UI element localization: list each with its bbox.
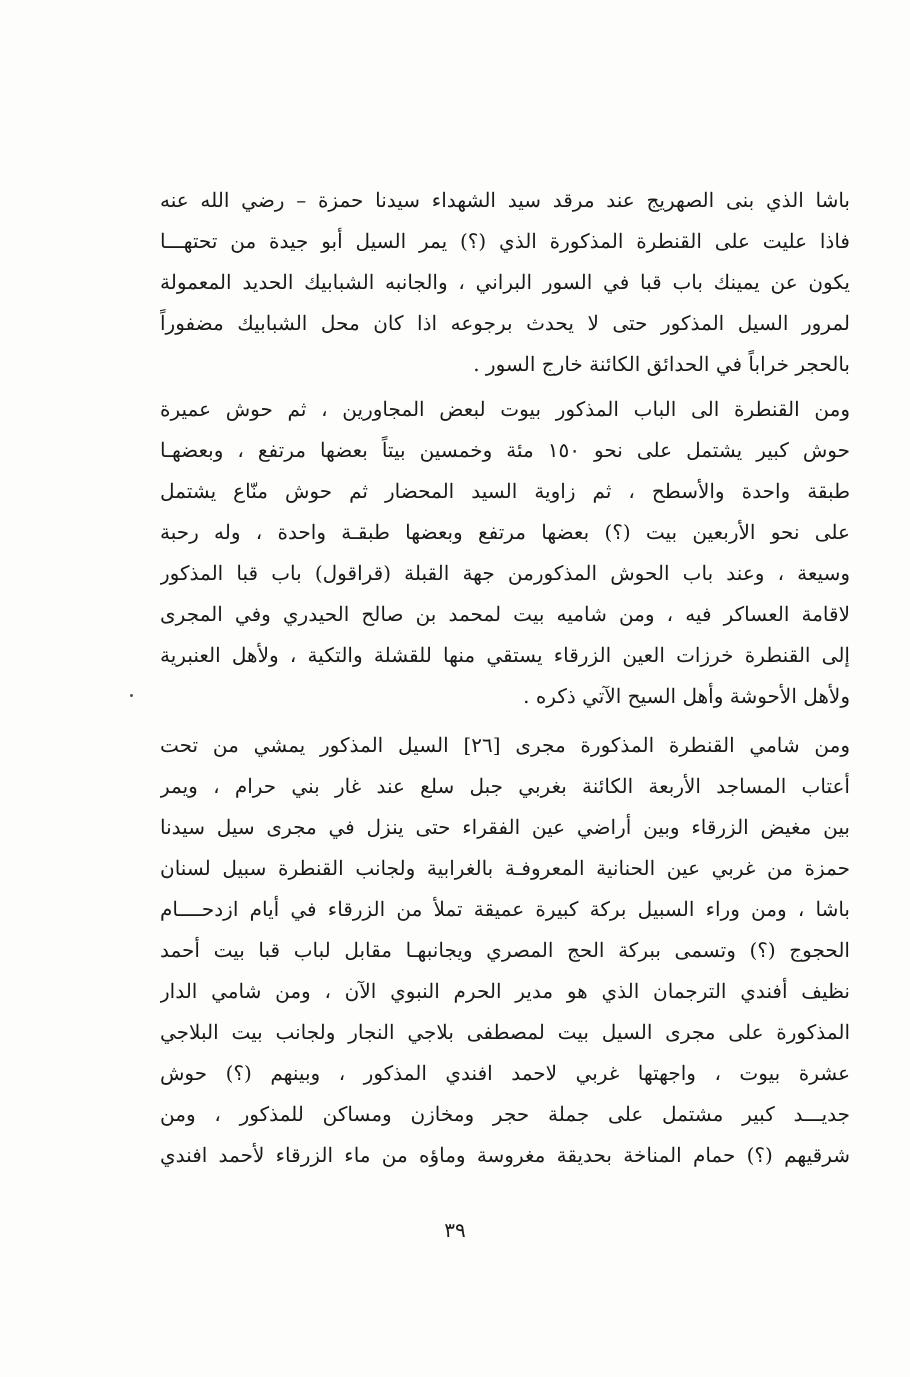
text-line: بالحجر خراباً في الحدائق الكائنة خارج السور .: [473, 352, 850, 376]
paragraph-3: [160, 725, 850, 1176]
text-line: ومن القنطرة الى الباب المذكور بيوت لبعض المجاورين ، ثم حوش عميرة: [160, 397, 850, 421]
text-line: عشرة بيوت ، واجهتها غربي لاحمد افندي المذكور ، وبينهم (؟) حوش: [160, 1061, 850, 1085]
text-line: باشا ، ومن وراء السبيل بركة كبيرة عميقة تملأ من الزرقاء في أيام ازدحــــام: [160, 897, 850, 921]
text-line: حوش كبير يشتمل على نحو ١٥٠ مئة وخمسين بيتاً بعضها مرتفع ، وبعضهـا: [160, 438, 850, 462]
text-line: يكون عن يمينك باب قبا في السور البراني ، والجانبه الشبابيك الحديد المعمولة: [160, 270, 850, 294]
text-line: ولأهل الأحوشة وأهل السيح الآتي ذكره .: [523, 684, 850, 708]
text-line: بين مغيض الزرقاء وبين أراضي عين الفقراء حتى ينزل في مجرى سيل سيدنا: [160, 815, 850, 839]
text-line: المذكورة على مجرى السيل بيت لمصطفى بلاجي النجار ولجانب بيت البلاجي: [160, 1020, 850, 1044]
scan-speck: [130, 694, 133, 697]
text-line: طبقة واحدة والأسطح ، ثم زاوية السيد المحضار ثم حوش منّاع يشتمل: [160, 479, 850, 503]
text-line: إلى القنطرة خرزات العين الزرقاء يستقي منها للقشلة والتكية ، ولأهل العنبرية: [160, 643, 850, 667]
text-line: أعتاب المساجد الأربعة الكائنة بغربي جبل سلع عند غار بني حرام ، ويمر: [160, 774, 850, 798]
text-line: باشا الذي بنى الصهريج عند مرقد سيد الشهداء سيدنا حمزة – رضي الله عنه: [160, 188, 850, 212]
text-line: الحجوج (؟) وتسمى ببركة الحج المصري ويجانبهـا مقابل لباب قبا بيت أحمد: [160, 938, 850, 962]
paragraph-1: [160, 180, 850, 385]
page-number: ٣٩: [444, 1218, 466, 1242]
text-line: ومن شامي القنطرة المذكورة مجرى [٢٦] السيل المذكور يمشي من تحت: [160, 733, 850, 757]
paragraph-2: [160, 389, 850, 717]
text-line: فاذا عليت على القنطرة المذكورة الذي (؟) يمر السيل أبو جيدة من تحتهـــا: [160, 229, 850, 253]
text-line: وسيعة ، وعند باب الحوش المذكورمن جهة القبلة (قراقول) باب قبا المذكور: [160, 561, 850, 585]
text-line: حمزة من غربي عين الحنانية المعروفـة بالغرابية ولجانب القنطرة سبيل لسنان: [160, 856, 850, 880]
text-line: لاقامة العساكر فيه ، ومن شاميه بيت لمحمد بن صالح الحيدري وفي المجرى: [160, 602, 850, 626]
text-line: شرقيهم (؟) حمام المناخة بحديقة مغروسة وماؤه من ماء الزرقاء لأحمد افندي: [160, 1143, 850, 1167]
text-line: على نحو الأربعين بيت (؟) بعضها مرتفع وبعضها طبقـة واحدة ، وله رحبة: [160, 520, 850, 544]
text-line: جديـــد كبير مشتمل على جملة حجر ومخازن ومساكن للمذكور ، ومن: [160, 1102, 850, 1126]
text-line: نظيف أفندي الترجمان الذي هو مدير الحرم النبوي الآن ، ومن شامي الدار: [160, 979, 850, 1003]
text-line: لمرور السيل المذكور حتى لا يحدث برجوعه اذا كان محل الشبابيك مضفوراً: [160, 311, 850, 335]
